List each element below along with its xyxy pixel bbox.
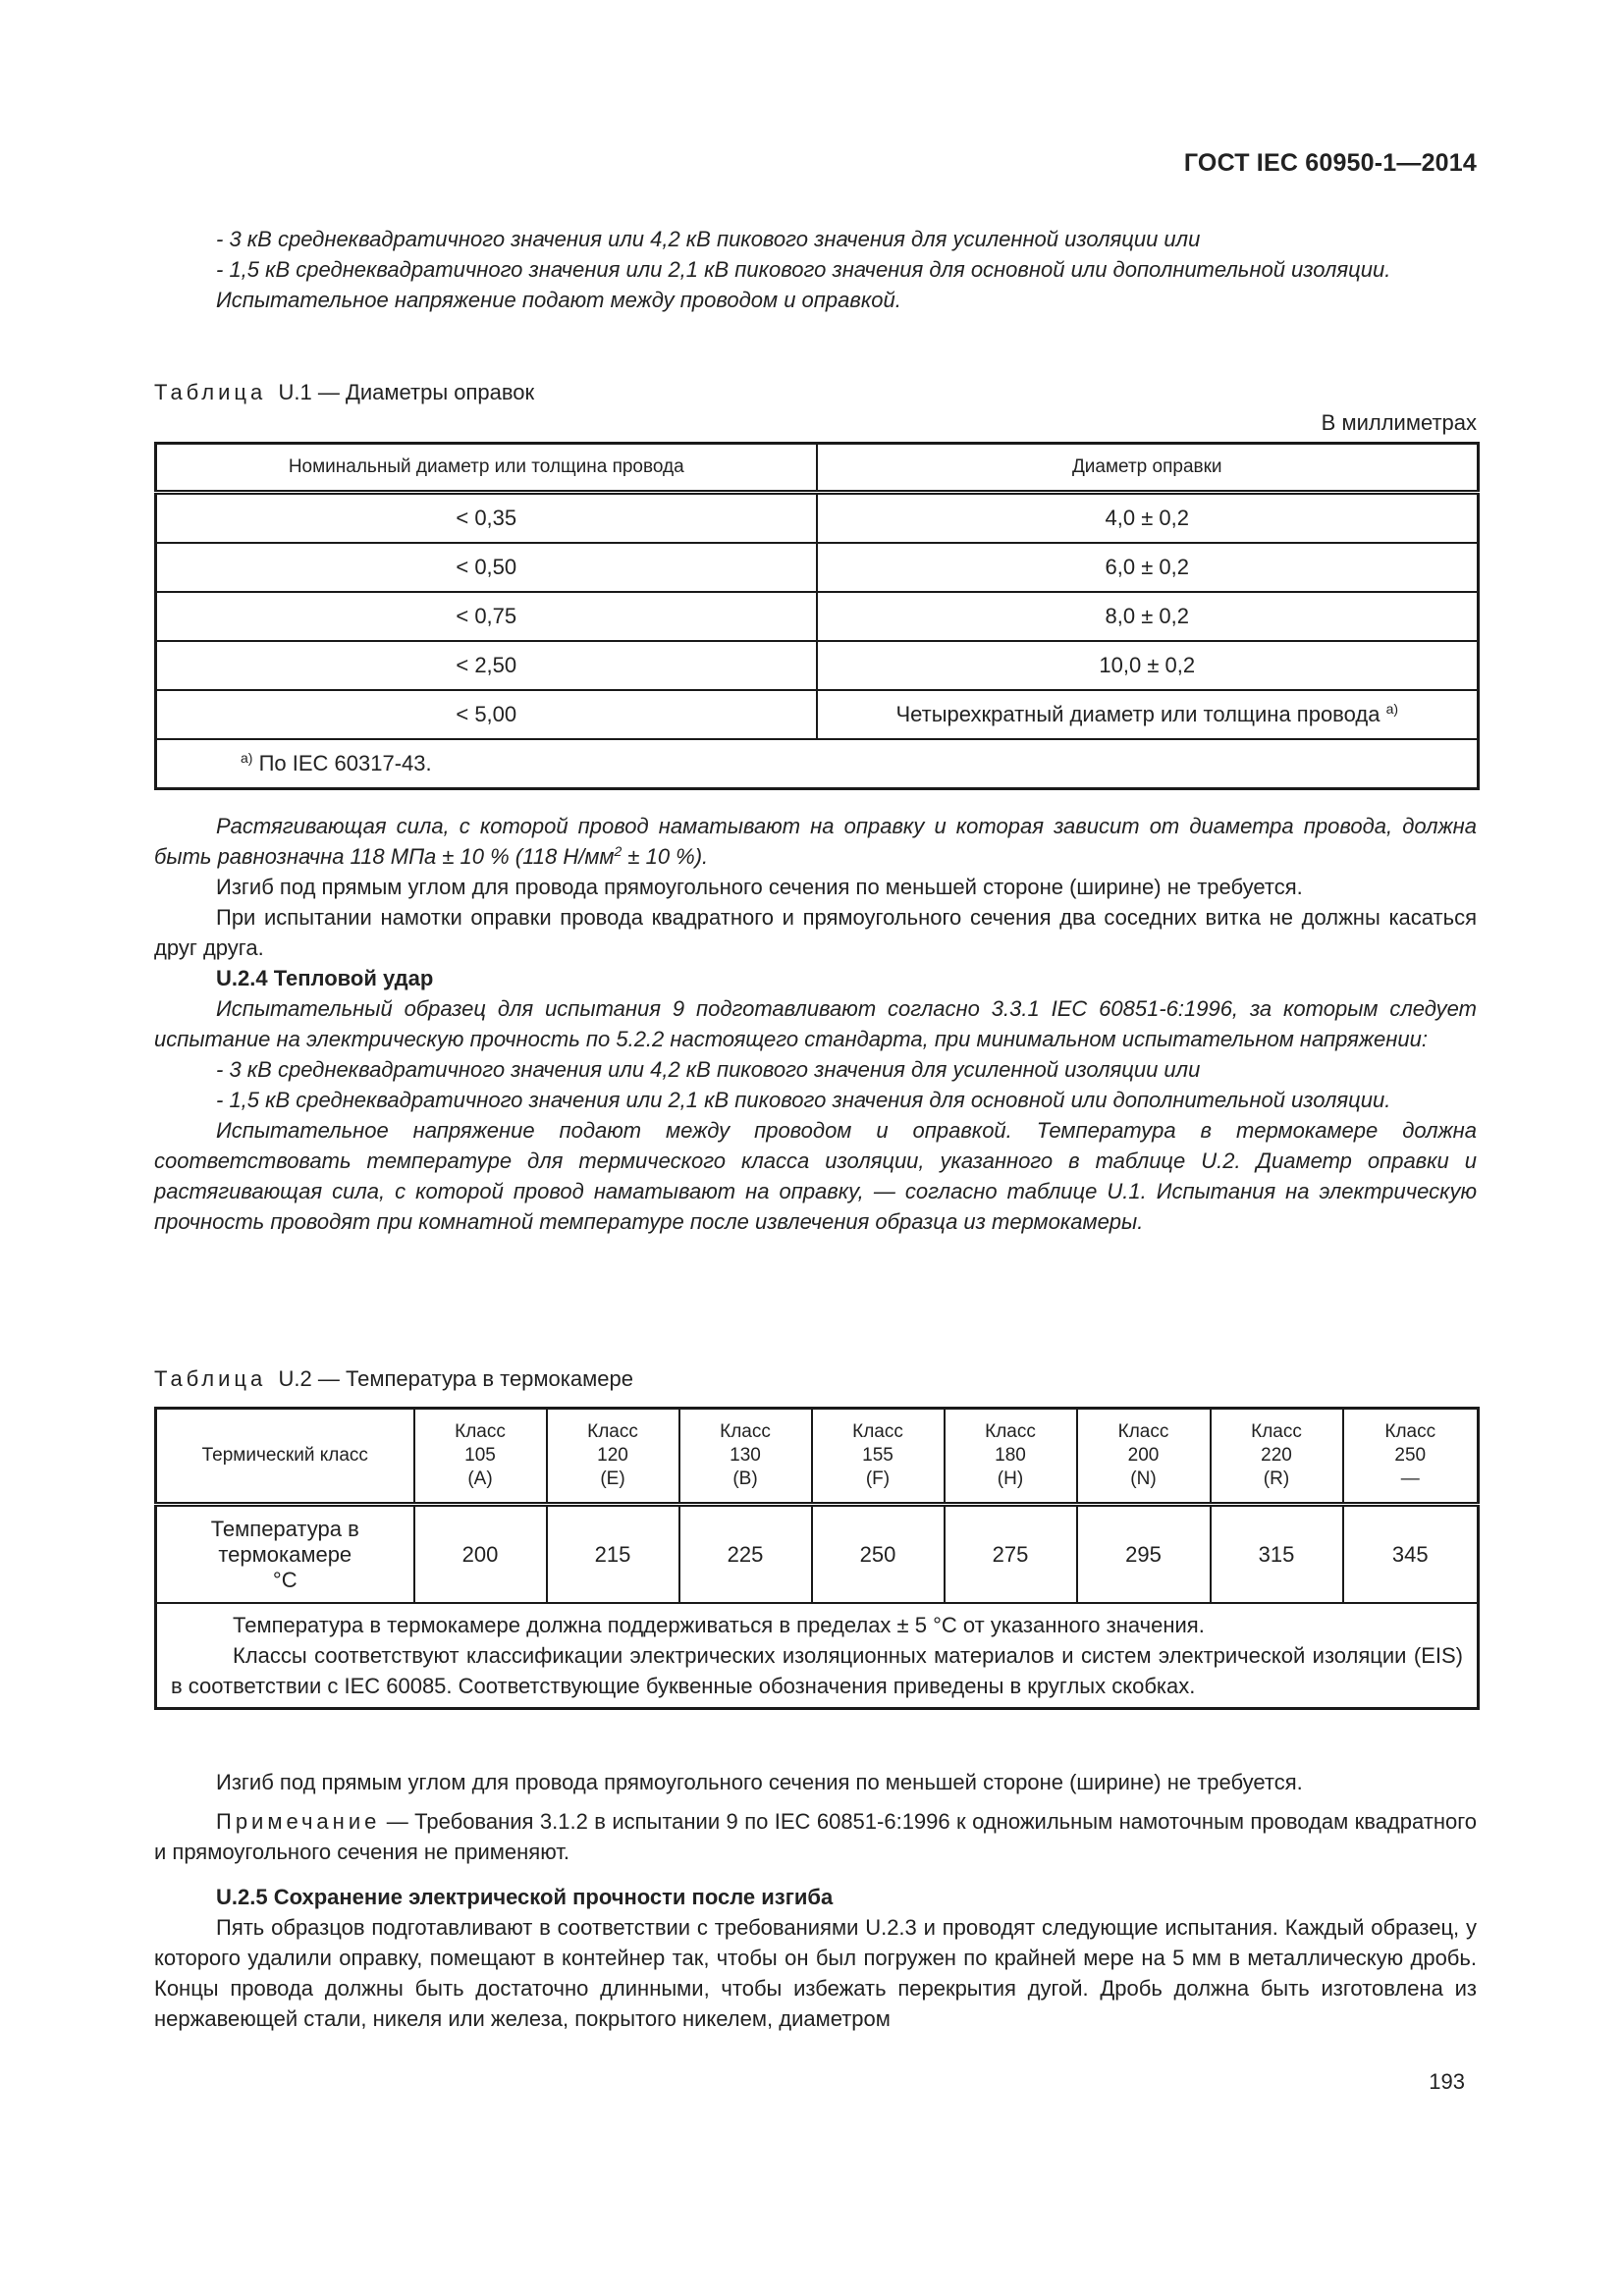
- column-header-wire: Номинальный диаметр или толщина провода: [156, 444, 817, 493]
- class-header-155: [812, 1409, 945, 1505]
- table-label: Таблица: [154, 380, 267, 404]
- table-header-row: [156, 444, 1479, 493]
- table-footnote-row: [156, 739, 1479, 789]
- mandrel-diameter-cell: 8,0 ± 0,2: [817, 592, 1479, 641]
- after-table-u1: [154, 811, 1477, 1237]
- table-title: U.2 — Температура в термокамере: [278, 1366, 633, 1391]
- table-note-classes: Классы соответствуют классификации электрических изоляционных материалов и систем электрической изоляции (EIS) в соответствии с IEC 60085. Соответствующие буквенные обозначения приведены в круглых скобках.: [171, 1643, 1463, 1698]
- table-notes: [156, 1603, 1479, 1709]
- wire-diameter-cell: < 0,75: [156, 592, 817, 641]
- class-number: 250: [1394, 1445, 1427, 1466]
- note-paragraph: [154, 1806, 1477, 1867]
- class-number: 180: [995, 1445, 1026, 1466]
- class-number: 200: [1127, 1445, 1160, 1466]
- bend-note-2: Изгиб под прямым углом для провода прямоугольного сечения по меньшей стороне (ширине) не требуется.: [216, 1770, 1303, 1794]
- temperature-cell: 345: [1343, 1505, 1479, 1604]
- winding-note: При испытании намотки оправки провода квадратного и прямоугольного сечения два соседних витка не должны касаться друг друга.: [154, 905, 1477, 960]
- temperature-cell: 315: [1211, 1505, 1343, 1604]
- note-label: Примечание: [216, 1809, 381, 1834]
- class-letter: (H): [997, 1468, 1024, 1489]
- table-label: Таблица: [154, 1366, 267, 1391]
- table-footnote: [156, 739, 1479, 789]
- section-u24-bullet-basic: - 1,5 кВ среднеквадратичного значения или 2,1 кВ пикового значения для основной или дополнительной изоляции.: [216, 1088, 1391, 1112]
- temperature-cell: 200: [414, 1505, 547, 1604]
- table-u2-container: [154, 1407, 1477, 1710]
- class-header-180: [945, 1409, 1077, 1505]
- row-header-line: Температура в: [210, 1516, 359, 1541]
- table-row: [156, 543, 1479, 592]
- table-note-tolerance: Температура в термокамере должна поддерживаться в пределах ± 5 °С от указанного значения.: [233, 1613, 1205, 1637]
- section-u25: [154, 1882, 1477, 2034]
- class-letter: —: [1400, 1468, 1420, 1489]
- temperature-cell: 275: [945, 1505, 1077, 1604]
- note-block: [154, 1806, 1477, 1867]
- class-letter: (B): [732, 1468, 758, 1489]
- mandrel-diameter-cell: [817, 690, 1479, 739]
- wire-diameter-cell: < 5,00: [156, 690, 817, 739]
- intro-voltage-note: Испытательное напряжение подают между проводом и оправкой.: [216, 288, 901, 312]
- mandrel-diameter-cell: 10,0 ± 0,2: [817, 641, 1479, 690]
- wire-diameter-cell: < 2,50: [156, 641, 817, 690]
- table-row: [156, 641, 1479, 690]
- table-header-row: [156, 1409, 1479, 1505]
- table-row: [156, 592, 1479, 641]
- table-u1-caption: [154, 377, 1477, 407]
- wire-diameter-cell: < 0,50: [156, 543, 817, 592]
- class-label: Класс: [455, 1421, 506, 1442]
- class-number: 105: [464, 1445, 496, 1466]
- class-header-130: [679, 1409, 812, 1505]
- after-table-u2: [154, 1767, 1477, 1797]
- tension-text-end: ± 10 %).: [622, 844, 709, 869]
- intro-bullet-reinforced: - 3 кВ среднеквадратичного значения или 4,2 кВ пикового значения для усиленной изоляции или: [216, 227, 1201, 251]
- bend-note: Изгиб под прямым углом для провода прямоугольного сечения по меньшей стороне (ширине) не требуется.: [216, 875, 1303, 899]
- table-u1-container: [154, 442, 1477, 790]
- mandrel-diameter-cell: 6,0 ± 0,2: [817, 543, 1479, 592]
- section-heading-u24: U.2.4 Тепловой удар: [216, 966, 434, 990]
- temperature-cell: 215: [547, 1505, 679, 1604]
- class-number: 220: [1261, 1445, 1292, 1466]
- section-u24-bullet-reinforced: - 3 кВ среднеквадратичного значения или 4,2 кВ пикового значения для усиленной изоляции или: [216, 1057, 1201, 1082]
- temperature-cell: 250: [812, 1505, 945, 1604]
- tension-paragraph: [154, 811, 1477, 872]
- row-header-line: термокамере: [218, 1541, 352, 1567]
- footnote-ref: а): [1385, 701, 1399, 717]
- row-header-thermal-class: Термический класс: [156, 1409, 414, 1505]
- class-label: Класс: [1251, 1421, 1302, 1442]
- table-notes-row: [156, 1603, 1479, 1709]
- mandrel-diameter-cell: 4,0 ± 0,2: [817, 493, 1479, 544]
- superscript: 2: [614, 843, 623, 859]
- class-header-105: [414, 1409, 547, 1505]
- class-number: 130: [730, 1445, 761, 1466]
- class-header-250: [1343, 1409, 1479, 1505]
- tension-text: Растягивающая сила, с которой провод наматывают на оправку и которая зависит от диаметра провода, должна быть равнозначна 118 МПа ± 10 % (118 Н/мм: [154, 814, 1477, 869]
- footnote-text: По IEC 60317-43.: [258, 751, 432, 775]
- table-title: U.1 — Диаметры оправок: [278, 380, 535, 404]
- class-header-120: [547, 1409, 679, 1505]
- class-number: 155: [862, 1445, 893, 1466]
- class-header-200: [1077, 1409, 1211, 1505]
- table-u1-units: [154, 407, 1477, 438]
- class-letter: (R): [1263, 1468, 1290, 1489]
- section-u25-paragraph: Пять образцов подготавливают в соответствии с требованиями U.2.3 и проводят следующие испытания. Каждый образец, у которого удалили оправку, помещают в контейнер так, чтобы он был погружен по крайней мере на 5 мм в металлическую дробь. Концы провода должны быть достаточно длинными, чтобы избежать перекрытия дугой. Дробь должна быть изготовлена из нержавеющей стали, никеля или железа, покрытого никелем, диаметром: [154, 1915, 1477, 2031]
- class-letter: (N): [1130, 1468, 1157, 1489]
- class-label: Класс: [985, 1421, 1036, 1442]
- wire-diameter-cell: < 0,35: [156, 493, 817, 544]
- footnote-mark: а): [241, 750, 253, 766]
- note-text: — Требования 3.1.2 в испытании 9 по IEC 60851-6:1996 к одножильным намоточным проводам квадратного и прямоугольного сечения не применяют.: [154, 1809, 1477, 1864]
- class-label: Класс: [720, 1421, 771, 1442]
- intro-bullet-basic: - 1,5 кВ среднеквадратичного значения или 2,1 кВ пикового значения для основной или дополнительной изоляции.: [216, 257, 1391, 282]
- intro-block: [154, 224, 1477, 315]
- table-row: [156, 690, 1479, 739]
- table-u1: [154, 442, 1480, 790]
- section-heading-u25: U.2.5 Сохранение электрической прочности после изгиба: [216, 1885, 834, 1909]
- table-u2: [154, 1407, 1480, 1710]
- section-u24-paragraph-2: Испытательное напряжение подают между проводом и оправкой. Температура в термокамере должна соответствовать температуре для термического класса изоляции, указанного в таблице U.2. Диаметр оправки и растягивающая сила, с которой провод наматывают на оправку, — согласно таблице U.1. Испытания на электрическую прочность проводят при комнатной температуре после извлечения образца из термокамеры.: [154, 1118, 1477, 1234]
- section-u24-paragraph-1: Испытательный образец для испытания 9 подготавливают согласно 3.3.1 IEC 60851-6:1996, за которым следует испытание на электрическую прочность по 5.2.2 настоящего стандарта, при минимальном испытательном напряжении:: [154, 996, 1477, 1051]
- table-row: [156, 493, 1479, 544]
- class-letter: (F): [865, 1468, 891, 1489]
- class-number: 120: [597, 1445, 628, 1466]
- table-u2-caption: [154, 1363, 1477, 1394]
- class-label: Класс: [852, 1421, 903, 1442]
- page-number: 193: [1429, 2069, 1465, 2094]
- class-letter: (A): [467, 1468, 493, 1489]
- class-label: Класс: [1117, 1421, 1169, 1442]
- class-label: Класс: [587, 1421, 638, 1442]
- temperature-cell: 225: [679, 1505, 812, 1604]
- row-header-unit: °С: [272, 1567, 298, 1592]
- standard-header: ГОСТ IEC 60950-1—2014: [1183, 149, 1477, 177]
- row-header-temperature: [156, 1505, 414, 1604]
- units-label: В миллиметрах: [1321, 410, 1477, 435]
- class-label: Класс: [1384, 1421, 1436, 1442]
- column-header-mandrel: Диаметр оправки: [817, 444, 1479, 493]
- temperature-cell: 295: [1077, 1505, 1211, 1604]
- class-header-220: [1211, 1409, 1343, 1505]
- class-letter: (E): [600, 1468, 625, 1489]
- table-row: [156, 1505, 1479, 1604]
- mandrel-text: Четырехкратный диаметр или толщина провода: [895, 702, 1380, 726]
